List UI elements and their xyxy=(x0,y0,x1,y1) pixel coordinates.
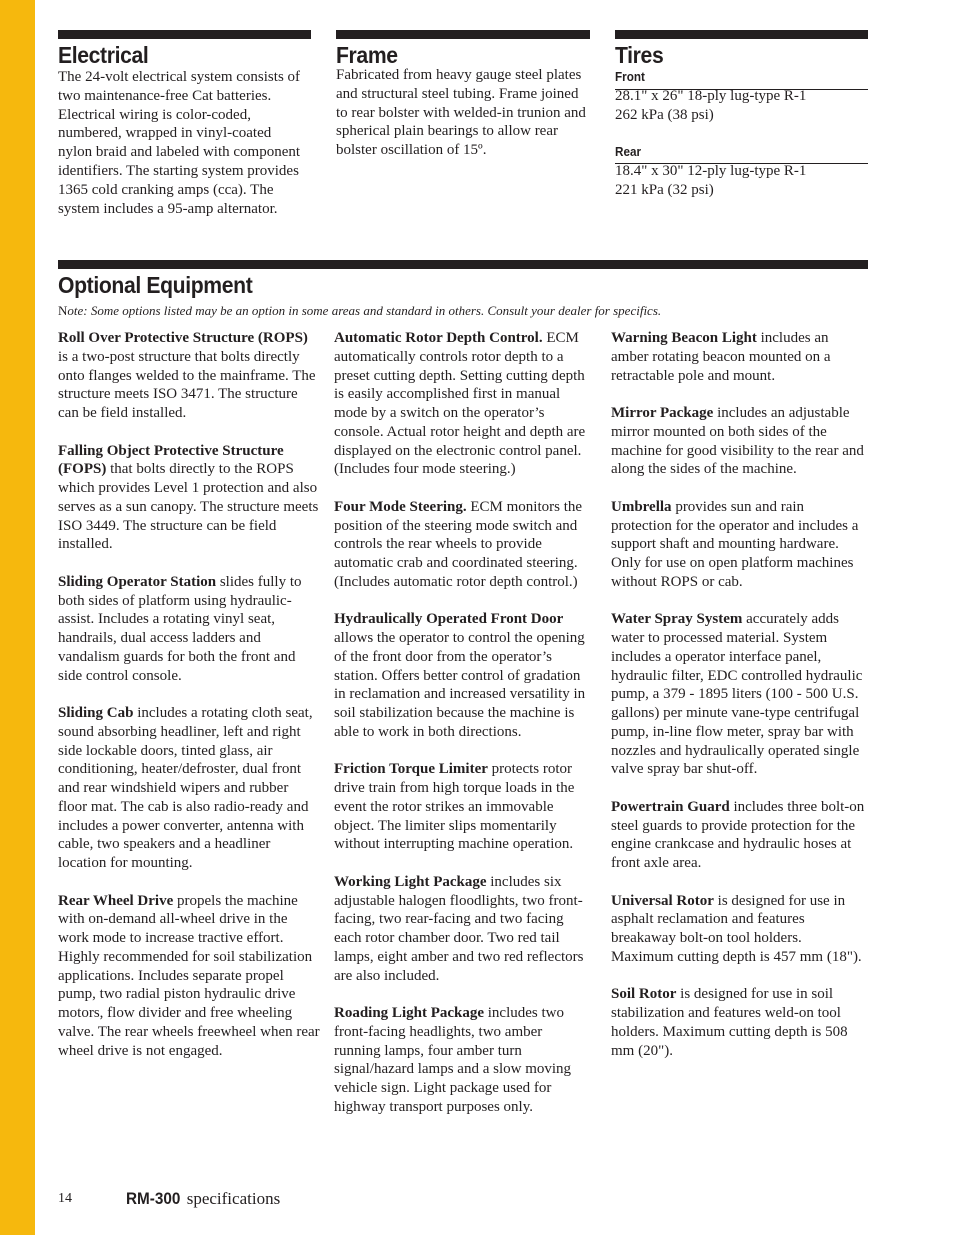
footer-title xyxy=(126,1189,280,1209)
option-text: is a two-post structure that bolts directly onto flanges welded to the mainframe. The structure meets ISO 3471. The structure can be field installed. xyxy=(58,348,316,421)
electrical-heading: Electrical xyxy=(58,42,149,68)
option-text: includes two front-facing headlights, two amber running lamps, four amber turn signal/hazard lamps and a slow moving vehicle sign. Light package used for highway transport purposes only. xyxy=(334,1005,572,1115)
option-text: includes a rotating cloth seat, sound absorbing headliner, left and right side lockable doors, tinted glass, air conditioning, heater/defroster, dual front and rear windshield wipers and rubber floor mat. The cab is also radio-ready and includes a power converter, antenna with cable, two speakers and a headliner location for mounting. xyxy=(58,705,313,871)
tires-front-label: Front xyxy=(615,69,645,84)
option-text: includes an adjustable mirror mounted on both sides of the machine for good visibility to the rear and along the sides of the machine. xyxy=(611,405,864,478)
option-text: allows the operator to control the opening of the front door from the operator’s station. Offers better control of gradation in reclamation and increased versatility in soil stabilization because the machine is able to work in both directions. xyxy=(334,630,586,740)
note-text: ote: Some options listed may be an option in some areas and standard in others. Consult your dealer for specifics. xyxy=(67,303,662,318)
option-item-rear-wheel-drive xyxy=(58,892,320,1061)
option-name: Hydraulically Operated Front Door xyxy=(334,611,564,628)
option-text: protects rotor drive train from high torque loads in the event the rotor strikes an immovable object. The limiter slips momentarily without interrupting machine operation. xyxy=(334,761,575,853)
option-name: Water Spray System xyxy=(611,611,743,628)
footer-model: RM-300 xyxy=(126,1189,181,1208)
optional-equipment-heading: Optional Equipment xyxy=(58,272,253,298)
option-item-mirror-package xyxy=(611,404,868,479)
option-item-working-light-package xyxy=(334,873,592,986)
option-item-universal-rotor xyxy=(611,892,868,967)
option-item-fops xyxy=(58,442,320,555)
option-item-powertrain-guard xyxy=(611,798,868,873)
tires-rear-size: 18.4" x 30" 12-ply lug-type R-1 xyxy=(615,163,807,179)
electrical-heading-bar xyxy=(58,30,311,39)
option-text: includes an amber rotating beacon mounted on a retractable pole and mount. xyxy=(611,330,831,384)
option-text: ECM monitors the position of the steering mode switch and controls the rear wheels to provide automatic crab and coordinated steering. (Includes automatic rotor depth control.) xyxy=(334,498,583,590)
option-text: includes six adjustable halogen floodlights, two front-facing, two rear-facing and two facing each rotor chamber door. Two red tail lamps, eight amber and two red reflectors are also included. xyxy=(334,873,584,984)
option-name: Umbrella xyxy=(611,498,672,515)
tires-front-size: 28.1" x 26" 18-ply lug-type R-1 xyxy=(615,88,807,104)
tires-rear-label: Rear xyxy=(615,144,642,159)
tires-heading: Tires xyxy=(615,42,664,68)
option-name: Roading Light Package xyxy=(334,1005,485,1021)
option-item-automatic-rotor-depth-control xyxy=(334,329,592,479)
option-name: Four Mode Steering. xyxy=(334,498,467,515)
option-name: Sliding Cab xyxy=(58,705,134,721)
option-item-four-mode-steering xyxy=(334,498,592,592)
frame-heading-bar xyxy=(336,30,590,39)
option-text: includes three bolt-on steel guards to provide protection for the engine crankcase and hydraulic hoses at front axle area. xyxy=(611,798,865,871)
tires-rear-specs xyxy=(615,162,868,200)
option-text: ECM automatically controls rotor depth to a preset cutting depth. Setting cutting depth is easily accomplished first in manual mode by a switch on the operator’s console. Actual rotor height and depth are displayed on the electronic control panel. (Includes four mode steering.) xyxy=(334,330,586,478)
option-item-warning-beacon-light xyxy=(611,329,868,385)
option-name: Powertrain Guard xyxy=(611,798,730,815)
electrical-text: The 24-volt electrical system consists of two maintenance-free Cat batteries. Electrical wiring is color-coded, numbered, wrapped in vinyl-coated nylon braid and labeled with component identifiers. The starting system provides 1365 cold cranking amps (cca). The system includes a 95-amp alternator. xyxy=(58,69,301,217)
option-text: accurately adds water to processed material. System includes a operator interface panel, hydraulic filter, EDC controlled hydraulic pump, a 379 - 1895 liters (100 - 500 U.S. gallons) per minute vane-type centrifugal pump, in-line flow meter, spray bar with nozzles and hydraulically operated single valve spray bar shut-off. xyxy=(611,611,863,778)
option-item-friction-torque-limiter xyxy=(334,760,592,854)
tires-rear-pressure: 221 kPa (32 psi) xyxy=(615,181,714,198)
electrical-body xyxy=(58,68,308,218)
option-name: Soil Rotor xyxy=(611,986,677,1003)
option-name: Sliding Operator Station xyxy=(58,573,217,590)
option-item-roading-light-package xyxy=(334,1004,592,1117)
option-name: Roll Over Protective Structure (ROPS) xyxy=(58,330,308,346)
option-name: Universal Rotor xyxy=(611,892,714,909)
option-item-rops xyxy=(58,329,320,423)
option-name: Friction Torque Limiter xyxy=(334,761,488,778)
option-text: provides sun and rain protection for the operator and includes a support shaft and mounting hardware. Only for use on open platform machines without ROPS or cab. xyxy=(611,498,859,590)
options-column-2 xyxy=(334,329,592,1135)
option-text: slides fully to both sides of platform using hydraulic-assist. Includes a rotating vinyl seat, handrails, dual access ladders and vandalism guards for both the front and side control console. xyxy=(58,573,302,684)
option-item-sliding-cab xyxy=(58,704,320,873)
options-column-3 xyxy=(611,329,868,1079)
optional-equipment-note xyxy=(58,303,868,319)
side-accent-stripe xyxy=(0,0,35,1235)
frame-text: Fabricated from heavy gauge steel plates and structural steel tubing. Frame joined to rear bolster with welded-in trunion and spherical plain bearings to allow rear bolster oscillation of 15º. xyxy=(336,67,586,159)
option-name: Automatic Rotor Depth Control. xyxy=(334,330,543,346)
frame-body xyxy=(336,66,590,160)
tires-front-pressure: 262 kPa (38 psi) xyxy=(615,106,714,123)
tires-front-specs xyxy=(615,87,868,125)
option-name: Warning Beacon Light xyxy=(611,330,757,346)
tires-heading-bar xyxy=(615,30,868,39)
option-text: is designed for use in soil stabilization and features weld-on tool holders. Maximum cutting depth is 508 mm (20"). xyxy=(611,986,848,1059)
option-name: Rear Wheel Drive xyxy=(58,892,174,909)
options-column-1 xyxy=(58,329,320,1079)
option-item-water-spray-system xyxy=(611,610,868,779)
frame-heading: Frame xyxy=(336,42,398,68)
option-item-soil-rotor xyxy=(611,985,868,1060)
option-text: is designed for use in asphalt reclamation and features breakaway bolt-on tool holders. Maximum cutting depth is 457 mm (18"). xyxy=(611,892,862,965)
option-name: Mirror Package xyxy=(611,405,714,421)
option-text: that bolts directly to the ROPS which provides Level 1 protection and also serves as a sun canopy. The structure meets ISO 3449. The structure can be field installed. xyxy=(58,461,319,553)
option-name: Working Light Package xyxy=(334,873,487,890)
note-initial: N xyxy=(58,303,68,318)
option-text: propels the machine with on-demand all-wheel drive in the work mode to increase tractive effort. Highly recommended for soil stabilization applications. Includes separate propel pump, two radial piston hydraulic drive motors, flow divider and free wheeling valve. The rear wheels freewheel when rear wheel drive is not engaged. xyxy=(58,892,320,1059)
option-item-sliding-operator-station xyxy=(58,573,320,686)
optional-equipment-heading-bar xyxy=(58,260,868,269)
option-name: Falling Object Protective Structure (FOPS) xyxy=(58,442,284,478)
option-item-hydraulic-front-door xyxy=(334,610,592,741)
option-item-umbrella xyxy=(611,498,868,592)
footer-label: specifications xyxy=(186,1189,281,1208)
page-number: 14 xyxy=(58,1191,72,1206)
